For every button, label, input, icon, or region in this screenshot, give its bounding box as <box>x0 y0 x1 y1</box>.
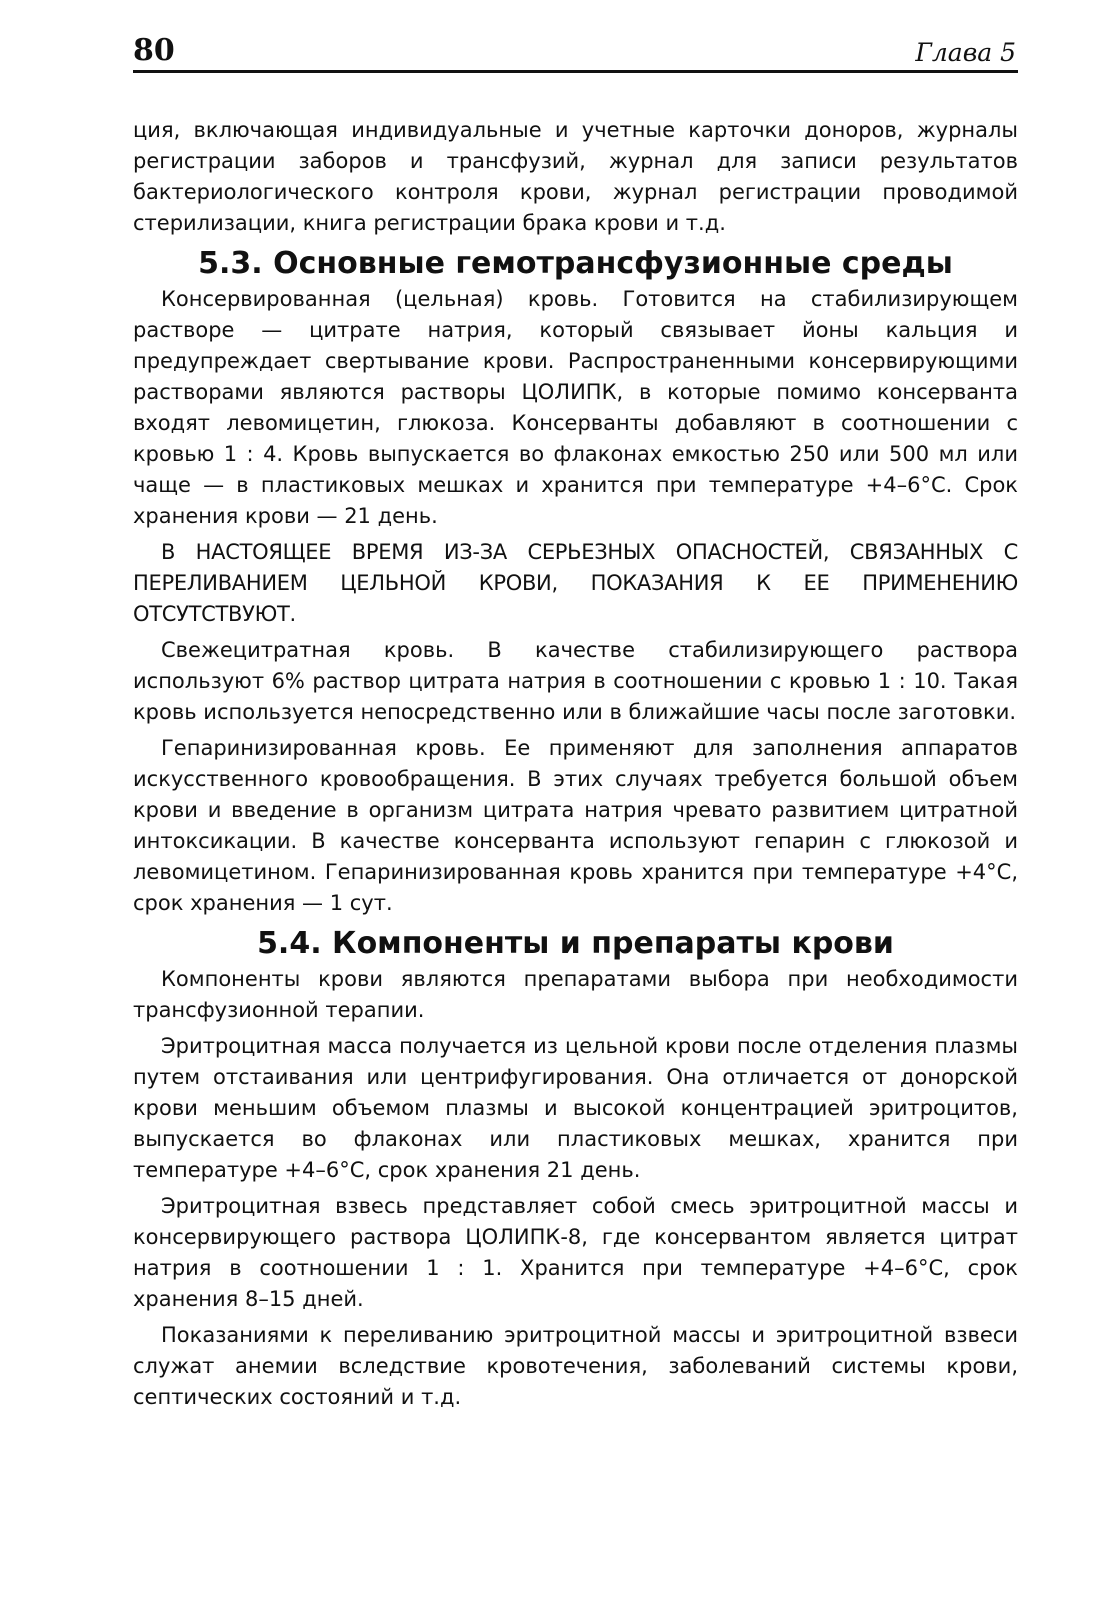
book-page <box>133 28 1018 1418</box>
intro-paragraph: ция, включающая индивидуальные и учетные карточки доноров, журналы регистрации заборов и трансфузий, журнал для записи результатов бактериологического контроля крови, журнал регистрации проводимой стерилизации, книга регистрации брака крови и т.д. <box>133 118 1018 235</box>
paragraph-preserved-blood: Консервированная (цельная) кровь. Готовится на стабилизирующем растворе — цитрате натрия, который связывает йоны кальция и предупреждает свертывание крови. Распространенными консервирующими растворами являются растворы ЦОЛИПК, в которые помимо консерванта входят левомицетин, глюкоза. Консерванты добавляют в соотношении с кровью 1 : 4. Кровь выпускается во флаконах емкостью 250 или 500 мл или чаще — в пластиковых мешках и хранится при температуре +4–6°C. Срок хранения крови — 21 день. <box>133 287 1018 528</box>
page-number: 80 <box>133 33 175 68</box>
paragraph-fresh-citrate-blood: Свежецитратная кровь. В качестве стабилизирующего раствора используют 6% раствор цитрата натрия в соотношении с кровью 1 : 10. Такая кровь используется непосредственно или в ближайшие часы после заготовки. <box>133 638 1018 724</box>
paragraph-blood-components: Компоненты крови являются препаратами выбора при необходимости трансфузионной терапии. <box>133 967 1018 1022</box>
intro-block <box>133 115 1018 239</box>
paragraph-red-cell-mass: Эритроцитная масса получается из цельной крови после отделения плазмы путем отстаивания или центрифугирования. Она отличается от донорской крови меньшим объемом плазмы и высокой концентрацией эритроцитов, выпускается во флаконах или пластиковых мешках, хранится при температуре +4–6°C, срок хранения 21 день. <box>133 1034 1018 1182</box>
section-title-5-3: 5.3. Основные гемотрансфузионные среды <box>198 246 953 281</box>
chapter-label: Глава 5 <box>915 38 1016 67</box>
paragraph-indications: Показаниями к переливанию эритроцитной массы и эритроцитной взвеси служат анемии вследствие кровотечения, заболеваний системы крови, септических состояний и т.д. <box>133 1323 1018 1409</box>
paragraph-red-cell-suspension: Эритроцитная взвесь представляет собой смесь эритроцитной массы и консервирующего раствора ЦОЛИПК-8, где консервантом является цитрат натрия в соотношении 1 : 1. Хранится при температуре +4–6°C, срок хранения 8–15 дней. <box>133 1194 1018 1311</box>
section-5-3-body <box>133 284 1018 919</box>
paragraph-warning: В НАСТОЯЩЕЕ ВРЕМЯ ИЗ-ЗА СЕРЬЕЗНЫХ ОПАСНОСТЕЙ, СВЯЗАННЫХ С ПЕРЕЛИВАНИЕМ ЦЕЛЬНОЙ КРОВИ, ПОКАЗАНИЯ К ЕЕ ПРИМЕНЕНИЮ ОТСУТСТВУЮТ. <box>133 540 1018 626</box>
section-title-5-4: 5.4. Компоненты и препараты крови <box>257 926 894 961</box>
paragraph-heparinized-blood: Гепаринизированная кровь. Ее применяют для заполнения аппаратов искусственного кровообращения. В этих случаях требуется большой объем крови и введение в организм цитрата натрия чревато развитием цитратной интоксикации. В качестве консерванта используют гепарин с глюкозой и левомицетином. Гепаринизированная кровь хранится при температуре +4°C, срок хранения — 1 сут. <box>133 736 1018 915</box>
section-5-4-body <box>133 964 1018 1413</box>
running-header <box>133 28 1018 73</box>
